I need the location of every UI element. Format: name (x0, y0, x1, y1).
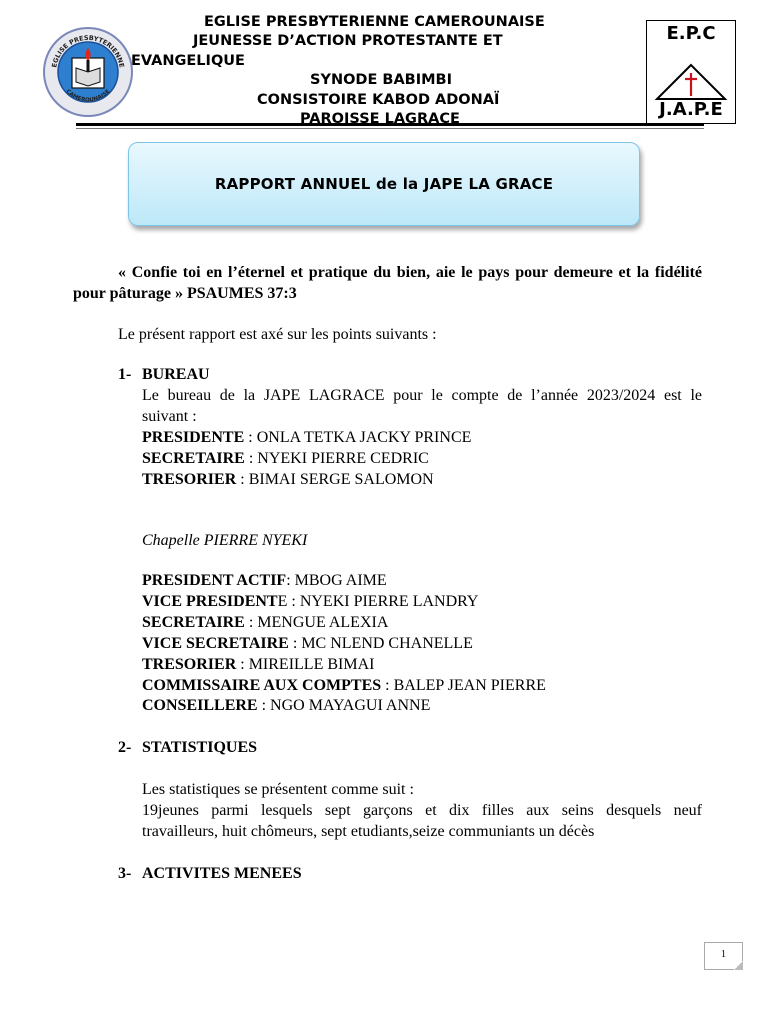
header-rule (76, 123, 704, 126)
member-row: PRESIDENTE : ONLA TETKA JACKY PRINCE (142, 429, 472, 446)
page-number: 1 (721, 949, 726, 960)
stats-intro: Les statistiques se présentent comme suit : (142, 781, 414, 798)
header-youth-b: EVANGELIQUE (131, 53, 245, 69)
jape-logo-bottom: J.A.P.E (659, 99, 723, 120)
page-number-box (704, 942, 743, 970)
header-consistory: CONSISTOIRE KABOD ADONAÏ (257, 92, 500, 108)
jape-logo (646, 20, 736, 124)
stats-line-1: 19jeunes parmi lesquels sept garçons et dix filles aux seins desquels neuf (142, 802, 702, 819)
report-title-box (128, 142, 640, 226)
intro-text: Le présent rapport est axé sur les points suivants : (118, 326, 437, 343)
verse-line-2: pour pâturage » PSAUMES 37:3 (73, 285, 297, 302)
section-1-number: 1- (118, 366, 132, 383)
chapel-member-row: CONSEILLERE : NGO MAYAGUI ANNE (142, 697, 431, 714)
header-parish: PAROISSE LAGRACE (300, 111, 460, 123)
section-2-number: 2- (118, 739, 132, 756)
chapel-member-row: COMMISSAIRE AUX COMPTES : BALEP JEAN PIERRE (142, 677, 546, 694)
chapel-name: Chapelle PIERRE NYEKI (142, 532, 308, 549)
member-row: TRESORIER : BIMAI SERGE SALOMON (142, 471, 434, 488)
stats-line-2: travailleurs, huit chômeurs, sept etudiants,seize communiants un décès (142, 823, 595, 840)
bureau-desc-line-2: suivant : (142, 408, 197, 425)
member-row: SECRETAIRE : NYEKI PIERRE CEDRIC (142, 450, 429, 467)
chapel-member-row: TRESORIER : MIREILLE BIMAI (142, 656, 375, 673)
header-youth-a: JEUNESSE D’ACTION PROTESTANTE ET (193, 33, 503, 49)
logo-ring-bottom: CAMEROUNAISE (64, 88, 112, 104)
bureau-desc-line-1: Le bureau de la JAPE LAGRACE pour le compte de l’année 2023/2024 est le (142, 387, 702, 404)
chapel-member-row: SECRETAIRE : MENGUE ALEXIA (142, 614, 389, 631)
header-synod: SYNODE BABIMBI (310, 72, 452, 88)
page-fold-corner (734, 961, 743, 970)
jape-logo-top: E.P.C (666, 23, 716, 44)
header-rule-thin (76, 128, 704, 129)
chapel-member-row: VICE PRESIDENTE : NYEKI PIERRE LANDRY (142, 593, 479, 610)
chapel-member-row: VICE SECRETAIRE : MC NLEND CHANELLE (142, 635, 473, 652)
logo-ring-top: EGLISE PRESBYTERIENNE (50, 33, 126, 69)
chapel-member-row: PRESIDENT ACTIF: MBOG AIME (142, 572, 387, 589)
epc-logo (42, 20, 134, 124)
verse-line-1: « Confie toi en l’éternel et pratique du bien, aie le pays pour demeure et la fidélité (118, 264, 702, 281)
section-3-number: 3- (118, 865, 132, 882)
header-church: EGLISE PRESBYTERIENNE CAMEROUNAISE (204, 14, 545, 30)
report-title: RAPPORT ANNUEL de la JAPE LA GRACE (214, 175, 554, 193)
section-2-title: STATISTIQUES (142, 739, 258, 756)
section-1-title: BUREAU (142, 366, 210, 383)
section-3-title: ACTIVITES MENEES (142, 865, 302, 882)
